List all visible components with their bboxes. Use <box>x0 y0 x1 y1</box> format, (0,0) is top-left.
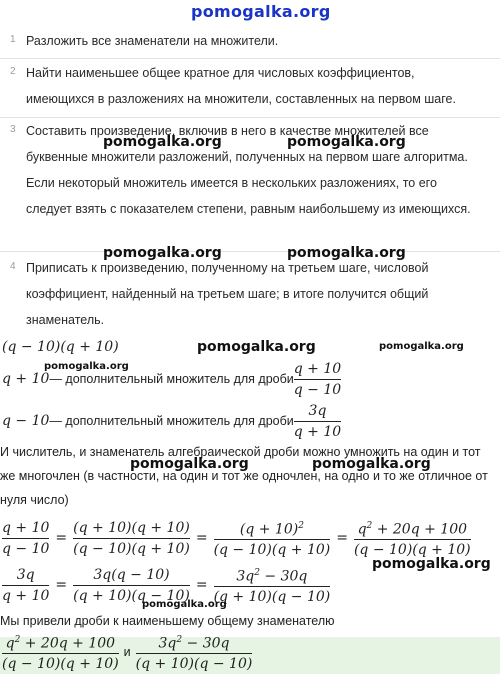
numerator: 3q(q − 10) <box>93 566 170 583</box>
denominator: q − 10 <box>293 381 342 398</box>
numerator: q + 10 <box>293 360 342 377</box>
watermark: pomogalka.org <box>197 339 316 355</box>
equals-sign: = <box>195 577 208 593</box>
explanation-text: И числитель, и знаменатель алгебраической дроби можно умножить на один и тот же многочлен (в частности, на один и тот же одночлен, на одно и то же отличное от нуля число) <box>0 445 488 507</box>
fraction-bar <box>214 586 331 587</box>
step-number: 4 <box>10 261 16 272</box>
fraction <box>214 517 331 560</box>
step-1 <box>0 30 500 56</box>
equals-sign: = <box>55 577 68 593</box>
conjunction: и <box>123 645 131 659</box>
exponent: 2 <box>254 567 260 578</box>
result-text: Мы привели дроби к наименьшему общему знаменателю <box>0 614 335 628</box>
numerator-base: 3q <box>236 568 255 585</box>
step-text: Разложить все знаменатели на множители. <box>26 34 279 48</box>
numerator-base: 3q <box>158 635 177 652</box>
watermark: pomogalka.org <box>287 245 406 261</box>
fraction <box>2 566 49 605</box>
watermark: pomogalka.org <box>287 134 406 150</box>
fraction-bar <box>136 653 253 654</box>
divider <box>0 251 500 252</box>
fraction-bar <box>294 421 341 422</box>
fraction-bar <box>2 538 49 539</box>
step-text: Составить произведение, включив в него в качестве множителей все буквенные множители разложений, полученных на первом шаге алгоритма. Если некоторый множитель имеется в нескольких разложениях, то его следует взять с показателем степени, равным наибольшему из имеющихся. <box>26 124 471 216</box>
step-text: Приписать к произведению, полученному на третьем шаге, числовой коэффициент, найденный на третьем шаге; в итоге получится общий знаменатель. <box>26 261 429 327</box>
fraction-bar <box>73 585 190 586</box>
step-4 <box>0 257 500 337</box>
watermark-top: pomogalka.org <box>191 2 331 21</box>
numerator-base: (q + 10) <box>239 521 299 538</box>
numerator: q + 10 <box>2 519 50 536</box>
watermark: pomogalka.org <box>372 556 491 572</box>
numerator <box>236 564 307 586</box>
fraction <box>2 519 49 558</box>
step-2 <box>0 62 500 116</box>
factor: q + 10 <box>2 371 50 387</box>
watermark: pomogalka.org <box>379 341 464 352</box>
denominator: (q + 10)(q − 10) <box>73 587 190 604</box>
denominator: (q − 10)(q + 10) <box>2 656 119 673</box>
fraction-bar <box>73 538 190 539</box>
denominator: (q + 10)(q − 10) <box>135 656 253 673</box>
fraction-bar <box>214 539 331 540</box>
exponent: 2 <box>14 634 21 645</box>
fraction-bar <box>2 585 49 586</box>
fraction-bar <box>354 539 471 540</box>
numerator-rest: − 30q <box>259 568 308 585</box>
denominator: (q + 10)(q − 10) <box>213 589 331 606</box>
factor-description: — дополнительный множитель для дроби <box>49 414 294 428</box>
equals-sign: = <box>195 530 208 546</box>
fraction <box>294 360 341 399</box>
divider <box>0 58 500 59</box>
exponent: 2 <box>366 520 373 531</box>
step-3 <box>0 120 500 250</box>
step-number: 1 <box>10 34 16 45</box>
numerator <box>240 517 304 539</box>
numerator-rest: − 30q <box>182 635 230 652</box>
numerator: 3q <box>16 566 35 583</box>
exponent: 2 <box>176 634 183 645</box>
step-number: 2 <box>10 66 16 77</box>
watermark: pomogalka.org <box>103 245 222 261</box>
denominator: q + 10 <box>293 423 342 440</box>
watermark: pomogalka.org <box>142 599 227 610</box>
fraction <box>294 402 341 441</box>
watermark: pomogalka.org <box>312 456 431 472</box>
step-number: 3 <box>10 124 16 135</box>
numerator-base: q <box>5 635 15 652</box>
numerator: 3q <box>308 402 327 419</box>
extra-factor-line-2 <box>2 400 341 442</box>
equals-sign: = <box>55 530 68 546</box>
numerator <box>6 631 115 653</box>
equals-sign: = <box>336 530 348 546</box>
numerator: (q + 10)(q + 10) <box>73 519 190 536</box>
denominator: (q − 10)(q + 10) <box>213 542 331 559</box>
factor: q − 10 <box>2 413 50 429</box>
fraction <box>73 519 190 558</box>
watermark: pomogalka.org <box>103 134 222 150</box>
denominator: (q − 10)(q + 10) <box>73 540 190 557</box>
fraction <box>354 517 471 560</box>
numerator-base: q <box>357 521 367 538</box>
denominator: q + 10 <box>2 587 50 604</box>
watermark: pomogalka.org <box>44 361 129 372</box>
equation-1 <box>2 514 471 562</box>
numerator-rest: + 20q + 100 <box>372 521 468 538</box>
denominator: (q − 10)(q + 10) <box>353 542 471 559</box>
fraction <box>2 631 119 674</box>
fraction-bar <box>2 653 119 654</box>
exponent: 2 <box>298 520 304 531</box>
final-result <box>2 630 252 674</box>
step-text: Найти наименьшее общее кратное для числовых коэффициентов, имеющихся в разложениях на множители, составленных на первом шаге. <box>26 66 456 106</box>
fraction <box>136 631 253 674</box>
fraction-bar <box>294 379 341 380</box>
numerator <box>158 631 229 653</box>
common-denominator: (q − 10)(q + 10) <box>2 339 119 355</box>
numerator-rest: + 20q + 100 <box>20 635 116 652</box>
factor-description: — дополнительный множитель для дроби <box>49 372 294 386</box>
denominator: q − 10 <box>2 540 50 557</box>
numerator <box>358 517 467 539</box>
watermark: pomogalka.org <box>130 456 249 472</box>
fraction <box>214 564 331 607</box>
